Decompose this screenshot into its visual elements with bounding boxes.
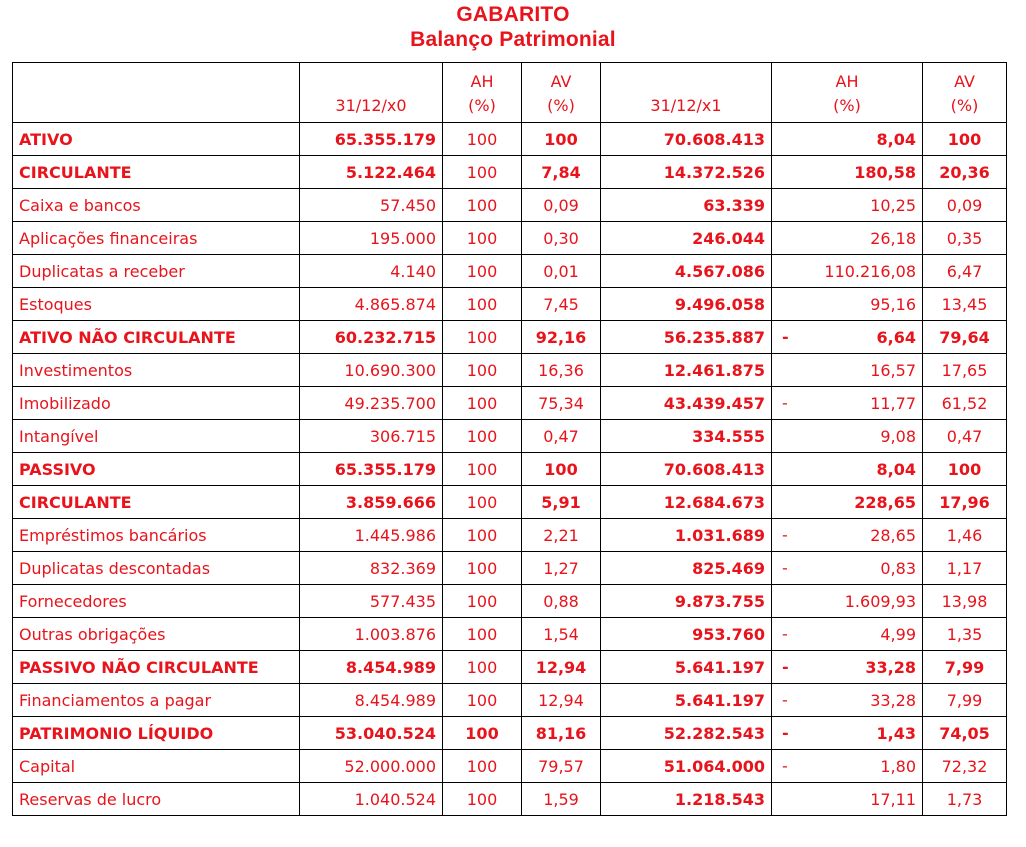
ah-x0-cell: 100 — [443, 387, 522, 420]
account-name-cell: Caixa e bancos — [13, 189, 300, 222]
av-x0-cell: 1,27 — [522, 552, 601, 585]
account-name-cell: Intangível — [13, 420, 300, 453]
value-x0-cell: 65.355.179 — [300, 123, 443, 156]
account-name-cell: PASSIVO NÃO CIRCULANTE — [13, 651, 300, 684]
header-av-x0-top: AV — [550, 72, 572, 91]
ah-x0-cell: 100 — [443, 684, 522, 717]
ah-x0-cell: 100 — [443, 222, 522, 255]
ah-x1-value: 10,25 — [870, 195, 916, 215]
account-name-cell: Duplicatas a receber — [13, 255, 300, 288]
table-row — [13, 222, 1007, 255]
header-row — [13, 63, 1007, 123]
ah-x1-cell — [772, 651, 923, 684]
value-x1-cell: 70.608.413 — [601, 123, 772, 156]
value-x1-cell: 334.555 — [601, 420, 772, 453]
ah-x0-cell: 100 — [443, 288, 522, 321]
ah-x1-cell — [772, 486, 923, 519]
ah-x1-cell — [772, 519, 923, 552]
value-x0-cell: 4.865.874 — [300, 288, 443, 321]
account-name-cell: Investimentos — [13, 354, 300, 387]
av-x1-cell: 1,35 — [923, 618, 1007, 651]
value-x0-cell: 10.690.300 — [300, 354, 443, 387]
table-row — [13, 321, 1007, 354]
av-x0-cell: 2,21 — [522, 519, 601, 552]
header-av-x0-bottom: (%) — [547, 96, 575, 115]
av-x1-cell: 13,45 — [923, 288, 1007, 321]
av-x1-cell: 17,65 — [923, 354, 1007, 387]
value-x0-cell: 1.445.986 — [300, 519, 443, 552]
account-name-cell: Reservas de lucro — [13, 783, 300, 816]
header-av-x1-bottom: (%) — [950, 96, 979, 115]
ah-x1-cell — [772, 420, 923, 453]
av-x1-cell: 100 — [923, 453, 1007, 486]
table-row — [13, 651, 1007, 684]
av-x1-cell: 74,05 — [923, 717, 1007, 750]
header-ah-x1 — [772, 63, 923, 123]
account-name-cell: Aplicações financeiras — [13, 222, 300, 255]
ah-x1-value: 1.609,93 — [844, 591, 916, 611]
account-name-cell: Duplicatas descontadas — [13, 552, 300, 585]
value-x0-cell: 57.450 — [300, 189, 443, 222]
av-x1-cell: 1,46 — [923, 519, 1007, 552]
value-x1-cell: 246.044 — [601, 222, 772, 255]
account-name-cell: ATIVO NÃO CIRCULANTE — [13, 321, 300, 354]
av-x0-cell: 7,84 — [522, 156, 601, 189]
av-x1-cell: 7,99 — [923, 651, 1007, 684]
av-x0-cell: 12,94 — [522, 651, 601, 684]
table-row — [13, 750, 1007, 783]
negative-sign: - — [782, 756, 788, 776]
ah-x1-cell — [772, 585, 923, 618]
table-row — [13, 585, 1007, 618]
av-x0-cell: 0,01 — [522, 255, 601, 288]
page-subtitle: Balanço Patrimonial — [410, 28, 616, 51]
value-x1-cell: 14.372.526 — [601, 156, 772, 189]
table-row — [13, 387, 1007, 420]
av-x1-cell: 20,36 — [923, 156, 1007, 189]
table-row — [13, 783, 1007, 816]
value-x1-cell: 12.684.673 — [601, 486, 772, 519]
ah-x1-cell — [772, 453, 923, 486]
ah-x1-cell — [772, 321, 923, 354]
ah-x1-value: 33,28 — [870, 690, 916, 710]
value-x1-cell: 51.064.000 — [601, 750, 772, 783]
table-row — [13, 519, 1007, 552]
value-x1-cell: 825.469 — [601, 552, 772, 585]
table-row — [13, 486, 1007, 519]
av-x1-cell: 72,32 — [923, 750, 1007, 783]
av-x0-cell: 7,45 — [522, 288, 601, 321]
ah-x1-value: 8,04 — [876, 129, 916, 149]
av-x0-cell: 0,09 — [522, 189, 601, 222]
header-av-x0 — [522, 63, 601, 123]
ah-x0-cell: 100 — [443, 783, 522, 816]
value-x0-cell: 577.435 — [300, 585, 443, 618]
ah-x1-cell — [772, 552, 923, 585]
table-row — [13, 717, 1007, 750]
ah-x0-cell: 100 — [443, 618, 522, 651]
header-ah-x1-bottom: (%) — [833, 96, 861, 115]
value-x0-cell: 306.715 — [300, 420, 443, 453]
account-name-cell: PASSIVO — [13, 453, 300, 486]
ah-x1-cell — [772, 618, 923, 651]
ah-x1-cell — [772, 750, 923, 783]
ah-x0-cell: 100 — [443, 585, 522, 618]
ah-x1-value: 4,99 — [880, 624, 916, 644]
ah-x0-cell: 100 — [443, 519, 522, 552]
av-x1-cell: 6,47 — [923, 255, 1007, 288]
negative-sign: - — [782, 327, 789, 347]
negative-sign: - — [782, 690, 788, 710]
header-date-x1 — [601, 63, 772, 123]
value-x0-cell: 65.355.179 — [300, 453, 443, 486]
ah-x1-value: 17,11 — [870, 789, 916, 809]
value-x1-cell: 56.235.887 — [601, 321, 772, 354]
ah-x0-cell: 100 — [443, 717, 522, 750]
ah-x1-value: 6,64 — [876, 327, 916, 347]
value-x1-cell: 1.031.689 — [601, 519, 772, 552]
av-x0-cell: 1,54 — [522, 618, 601, 651]
negative-sign: - — [782, 525, 788, 545]
ah-x1-value: 228,65 — [854, 492, 916, 512]
av-x0-cell: 0,88 — [522, 585, 601, 618]
ah-x1-value: 8,04 — [876, 459, 916, 479]
ah-x1-value: 11,77 — [870, 393, 916, 413]
ah-x1-value: 0,83 — [880, 558, 916, 578]
account-name-cell: PATRIMONIO LÍQUIDO — [13, 717, 300, 750]
negative-sign: - — [782, 624, 788, 644]
ah-x1-cell — [772, 123, 923, 156]
ah-x0-cell: 100 — [443, 321, 522, 354]
table-row — [13, 453, 1007, 486]
header-ah-x0-top: AH — [470, 72, 494, 91]
ah-x0-cell: 100 — [443, 189, 522, 222]
table-row — [13, 156, 1007, 189]
ah-x0-cell: 100 — [443, 123, 522, 156]
ah-x0-cell: 100 — [443, 453, 522, 486]
account-name-cell: CIRCULANTE — [13, 486, 300, 519]
account-name-cell: Capital — [13, 750, 300, 783]
value-x0-cell: 8.454.989 — [300, 651, 443, 684]
ah-x1-cell — [772, 288, 923, 321]
header-account-cell — [13, 63, 300, 123]
negative-sign: - — [782, 657, 789, 677]
value-x0-cell: 5.122.464 — [300, 156, 443, 189]
value-x1-cell: 5.641.197 — [601, 651, 772, 684]
header-av-x1 — [923, 63, 1007, 123]
ah-x1-cell — [772, 222, 923, 255]
account-name-cell: Financiamentos a pagar — [13, 684, 300, 717]
av-x0-cell: 16,36 — [522, 354, 601, 387]
ah-x1-value: 26,18 — [870, 228, 916, 248]
header-ah-x0 — [443, 63, 522, 123]
av-x0-cell: 5,91 — [522, 486, 601, 519]
ah-x1-value: 180,58 — [854, 162, 916, 182]
value-x1-cell: 52.282.543 — [601, 717, 772, 750]
ah-x1-value: 33,28 — [865, 657, 916, 677]
ah-x1-cell — [772, 354, 923, 387]
table-row — [13, 618, 1007, 651]
av-x1-cell: 7,99 — [923, 684, 1007, 717]
ah-x1-cell — [772, 684, 923, 717]
ah-x0-cell: 100 — [443, 651, 522, 684]
table-row — [13, 420, 1007, 453]
av-x0-cell: 79,57 — [522, 750, 601, 783]
av-x0-cell: 75,34 — [522, 387, 601, 420]
av-x0-cell: 0,47 — [522, 420, 601, 453]
page-title: GABARITO — [456, 3, 570, 26]
av-x1-cell: 0,47 — [923, 420, 1007, 453]
value-x1-cell: 9.496.058 — [601, 288, 772, 321]
ah-x1-cell — [772, 387, 923, 420]
ah-x1-value: 9,08 — [880, 426, 916, 446]
value-x1-cell: 5.641.197 — [601, 684, 772, 717]
av-x1-cell: 13,98 — [923, 585, 1007, 618]
value-x0-cell: 195.000 — [300, 222, 443, 255]
balance-sheet-table — [12, 62, 1007, 816]
table-row — [13, 189, 1007, 222]
ah-x1-value: 1,43 — [876, 723, 916, 743]
av-x0-cell: 1,59 — [522, 783, 601, 816]
header-date-x0 — [300, 63, 443, 123]
ah-x1-value: 1,80 — [880, 756, 916, 776]
value-x0-cell: 4.140 — [300, 255, 443, 288]
ah-x0-cell: 100 — [443, 750, 522, 783]
account-name-cell: Empréstimos bancários — [13, 519, 300, 552]
av-x1-cell: 79,64 — [923, 321, 1007, 354]
account-name-cell: ATIVO — [13, 123, 300, 156]
ah-x1-value: 16,57 — [870, 360, 916, 380]
account-name-cell: Fornecedores — [13, 585, 300, 618]
header-ah-x1-top: AH — [835, 72, 859, 91]
value-x0-cell: 1.040.524 — [300, 783, 443, 816]
ah-x1-cell — [772, 717, 923, 750]
value-x0-cell: 49.235.700 — [300, 387, 443, 420]
negative-sign: - — [782, 393, 788, 413]
header-date-x0-label: 31/12/x0 — [335, 96, 407, 115]
ah-x1-value: 95,16 — [870, 294, 916, 314]
value-x0-cell: 52.000.000 — [300, 750, 443, 783]
account-name-cell: Imobilizado — [13, 387, 300, 420]
ah-x1-value: 110.216,08 — [824, 261, 916, 281]
av-x0-cell: 100 — [522, 453, 601, 486]
ah-x0-cell: 100 — [443, 486, 522, 519]
value-x0-cell: 3.859.666 — [300, 486, 443, 519]
ah-x0-cell: 100 — [443, 354, 522, 387]
ah-x1-cell — [772, 156, 923, 189]
value-x1-cell: 4.567.086 — [601, 255, 772, 288]
ah-x1-cell — [772, 255, 923, 288]
table-row — [13, 255, 1007, 288]
negative-sign: - — [782, 558, 788, 578]
table-row — [13, 552, 1007, 585]
header-ah-x0-bottom: (%) — [468, 96, 496, 115]
header-date-x1-label: 31/12/x1 — [650, 96, 722, 115]
value-x1-cell: 1.218.543 — [601, 783, 772, 816]
av-x0-cell: 100 — [522, 123, 601, 156]
ah-x1-cell — [772, 783, 923, 816]
value-x1-cell: 70.608.413 — [601, 453, 772, 486]
report-titles — [0, 2, 1026, 51]
av-x0-cell: 0,30 — [522, 222, 601, 255]
value-x1-cell: 953.760 — [601, 618, 772, 651]
ah-x0-cell: 100 — [443, 156, 522, 189]
ah-x1-cell — [772, 189, 923, 222]
ah-x0-cell: 100 — [443, 255, 522, 288]
av-x1-cell: 100 — [923, 123, 1007, 156]
av-x1-cell: 17,96 — [923, 486, 1007, 519]
value-x0-cell: 1.003.876 — [300, 618, 443, 651]
av-x0-cell: 12,94 — [522, 684, 601, 717]
account-name-cell: Estoques — [13, 288, 300, 321]
av-x1-cell: 0,35 — [923, 222, 1007, 255]
value-x0-cell: 60.232.715 — [300, 321, 443, 354]
negative-sign: - — [782, 723, 789, 743]
value-x1-cell: 43.439.457 — [601, 387, 772, 420]
av-x1-cell: 1,17 — [923, 552, 1007, 585]
account-name-cell: CIRCULANTE — [13, 156, 300, 189]
value-x0-cell: 832.369 — [300, 552, 443, 585]
av-x1-cell: 1,73 — [923, 783, 1007, 816]
table-row — [13, 123, 1007, 156]
ah-x0-cell: 100 — [443, 420, 522, 453]
value-x1-cell: 9.873.755 — [601, 585, 772, 618]
ah-x0-cell: 100 — [443, 552, 522, 585]
value-x0-cell: 53.040.524 — [300, 717, 443, 750]
value-x1-cell: 63.339 — [601, 189, 772, 222]
table-row — [13, 288, 1007, 321]
av-x0-cell: 81,16 — [522, 717, 601, 750]
table-row — [13, 354, 1007, 387]
value-x0-cell: 8.454.989 — [300, 684, 443, 717]
av-x1-cell: 61,52 — [923, 387, 1007, 420]
av-x1-cell: 0,09 — [923, 189, 1007, 222]
table-row — [13, 684, 1007, 717]
account-name-cell: Outras obrigações — [13, 618, 300, 651]
ah-x1-value: 28,65 — [870, 525, 916, 545]
av-x0-cell: 92,16 — [522, 321, 601, 354]
header-av-x1-top: AV — [954, 72, 975, 91]
value-x1-cell: 12.461.875 — [601, 354, 772, 387]
